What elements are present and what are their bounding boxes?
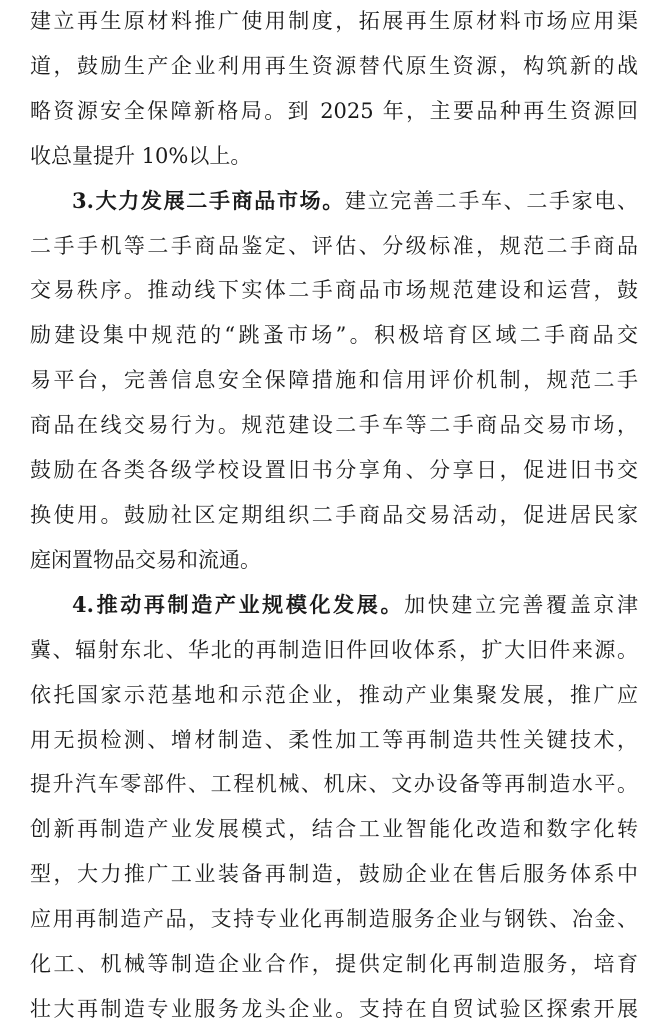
text-line: 收总量提升 10%以上。 (30, 144, 252, 168)
paragraph-first-line (72, 585, 638, 625)
text-line: 应用再制造产品，支持专业化再制造服务企业与钢铁、冶金、 (30, 907, 638, 931)
text-line: 化工、机械等制造企业合作，提供定制化再制造服务，培育 (30, 952, 638, 976)
section-heading: 4.推动再制造产业规模化发展。 (72, 592, 405, 617)
text-line: 型，大力推广工业装备再制造，鼓励企业在售后服务体系中 (30, 862, 638, 886)
text-run: 建立完善二手车、二手家电、 (344, 189, 639, 213)
text-line: 依托国家示范基地和示范企业，推动产业集聚发展，推广应 (30, 683, 638, 707)
text-line: 励建设集中规范的“跳蚤市场”。积极培育区域二手商品交 (30, 323, 638, 347)
text-line: 用无损检测、增材制造、柔性加工等再制造共性关键技术， (30, 728, 638, 752)
text-line: 换使用。鼓励社区定期组织二手商品交易活动，促进居民家 (30, 503, 638, 527)
paragraph-first-line (72, 181, 638, 221)
text-line: 易平台，完善信息安全保障措施和信用评价机制，规范二手 (30, 368, 638, 392)
text-line: 冀、辐射东北、华北的再制造旧件回收体系，扩大旧件来源。 (30, 638, 638, 662)
text-line: 壮大再制造专业服务龙头企业。支持在自贸试验区探索开展 (30, 997, 638, 1021)
text-line: 鼓励在各类各级学校设置旧书分享角、分享日，促进旧书交 (30, 458, 638, 482)
text-run: 加快建立完善覆盖京津 (404, 593, 639, 617)
text-line: 道，鼓励生产企业利用再生资源替代原生资源，构筑新的战 (30, 54, 638, 78)
text-line: 交易秩序。推动线下实体二手商品市场规范建设和运营，鼓 (30, 278, 638, 302)
section-heading: 3.大力发展二手商品市场。 (72, 188, 345, 213)
text-line: 提升汽车零部件、工程机械、机床、文办设备等再制造水平。 (30, 772, 638, 796)
text-line: 庭闲置物品交易和流通。 (30, 548, 261, 572)
text-line: 创新再制造产业发展模式，结合工业智能化改造和数字化转 (30, 817, 638, 841)
text-line: 略资源安全保障新格局。到 2025 年，主要品种再生资源回 (30, 99, 638, 123)
text-line: 二手手机等二手商品鉴定、评估、分级标准，规范二手商品 (30, 234, 638, 258)
text-line: 商品在线交易行为。规范建设二手车等二手商品交易市场， (30, 413, 638, 437)
text-line: 建立再生原材料推广使用制度，拓展再生原材料市场应用渠 (30, 9, 638, 33)
